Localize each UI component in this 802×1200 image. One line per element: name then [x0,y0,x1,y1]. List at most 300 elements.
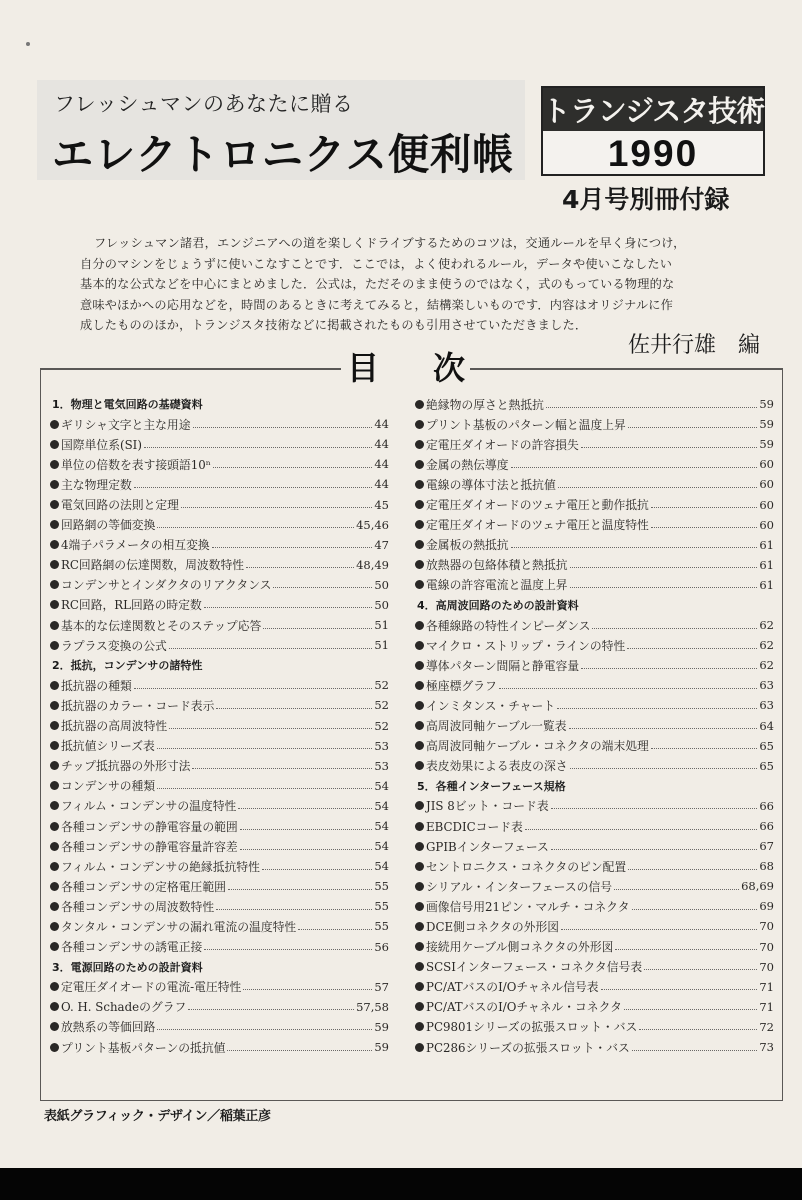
leader-dots [227,1050,372,1051]
bullet-icon [415,641,424,650]
toc-entry[interactable] [50,675,389,695]
toc-entry[interactable] [50,414,389,434]
bullet-icon [415,621,424,630]
toc-entry[interactable] [415,655,774,675]
toc-entry[interactable] [50,454,389,474]
bullet-icon [415,560,424,569]
leader-dots [546,407,757,408]
leader-dots [581,447,758,448]
toc-entry[interactable] [50,997,389,1017]
bullet-icon [50,882,59,891]
magazine-year: 1990 [607,133,699,174]
leader-dots [213,467,372,468]
bullet-icon [415,681,424,690]
bullet-icon [415,822,424,831]
leader-dots [216,708,372,709]
leader-dots [228,889,372,890]
toc-entry[interactable] [415,736,774,756]
toc-entry[interactable] [50,876,389,896]
toc-entry-title: ラプラス変換の公式 [61,638,167,653]
toc-entry-title: 放熱器の包絡体積と熱抵抗 [426,558,568,573]
toc-entry-title: 単位の倍数を表す接頭語10ⁿ [61,457,211,472]
leader-dots [263,628,372,629]
leader-dots [570,768,758,769]
toc-entry-page: 54 [374,819,389,834]
toc-entry-page: 63 [759,698,774,713]
toc-section-heading: 4．高周波回路のための設計資料 [417,598,579,612]
bullet-icon [415,500,424,509]
toc-column-right [415,394,774,1057]
toc-entry-title: PC286シリーズの拡張スロット・バス [426,1040,630,1055]
toc-entry[interactable] [415,1017,774,1037]
leader-dots [651,527,758,528]
toc-entry-page: 45,46 [356,517,389,532]
toc-entry[interactable] [50,695,389,715]
leader-dots [632,909,758,910]
toc-entry[interactable] [50,1037,389,1057]
bullet-icon [50,641,59,650]
bullet-icon [50,500,59,509]
toc-entry-title: ギリシャ文字と主な用途 [61,417,191,432]
leader-dots [262,869,372,870]
toc-entry[interactable] [415,615,774,635]
toc-entry-page: 50 [374,597,389,612]
toc-entry[interactable] [50,635,389,655]
toc-entry[interactable] [415,916,774,936]
leader-dots [511,547,758,548]
toc-entry-title: タンタル・コンデンサの漏れ電流の温度特性 [61,919,297,934]
toc-entry[interactable] [415,515,774,535]
bullet-icon [50,862,59,871]
toc-entry-title: 主な物理定数 [61,477,132,492]
toc-entry-title: RC回路網の伝達関数，周波数特性 [61,558,245,573]
leader-dots [169,648,373,649]
bullet-icon [50,560,59,569]
toc-entry[interactable] [50,977,389,997]
bullet-icon [415,942,424,951]
leader-dots [525,829,758,830]
toc-entry[interactable] [50,776,389,796]
toc-entry-title: PC/ATバスのI/Oチャネル信号表 [426,980,599,995]
bullet-icon [50,922,59,931]
toc-entry[interactable] [50,555,389,575]
subtitle: フレッシュマンのあなたに贈る [54,92,354,116]
leader-dots [570,567,758,568]
toc-entry-page: 60 [759,477,774,492]
toc-entry[interactable] [415,575,774,595]
toc-entry-page: 60 [759,517,774,532]
bullet-icon [50,580,59,589]
bullet-icon [415,701,424,710]
toc-entry-page: 65 [759,758,774,773]
toc-entry-page: 69 [759,899,774,914]
toc-entry-title: シリアル・インターフェースの信号 [426,879,613,894]
leader-dots [551,808,758,809]
bullet-icon [50,781,59,790]
toc-entry-title: 表皮効果による表皮の深さ [426,759,568,774]
toc-entry-page: 61 [759,557,774,572]
leader-dots [240,829,373,830]
toc-entry[interactable] [50,836,389,856]
toc-entry-title: PC9801シリーズの拡張スロット・バス [426,1020,638,1035]
leader-dots [212,547,373,548]
toc-entry-page: 44 [374,457,389,472]
toc-entry[interactable] [415,957,774,977]
toc-entry-page: 44 [374,477,389,492]
toc-entry[interactable] [415,856,774,876]
toc-entry[interactable] [415,394,774,414]
toc-entry-title: フィルム・コンデンサの絶縁抵抗特性 [61,859,260,874]
leader-dots [134,688,373,689]
leader-dots [157,788,372,789]
bullet-icon [415,1002,424,1011]
toc-entry-title: SCSIインターフェース・コネクタ信号表 [426,960,643,975]
toc-entry-page: 55 [374,879,389,894]
toc-entry-title: 各種コンデンサの定格電圧範囲 [61,879,226,894]
toc-entry-page: 70 [759,939,774,954]
bullet-icon [415,420,424,429]
toc-entry[interactable] [50,535,389,555]
toc-entry-page: 57 [374,979,389,994]
toc-entry[interactable] [415,454,774,474]
toc-entry-title: 定電圧ダイオードのツェナ電圧と動作抵抗 [426,498,649,513]
toc-entry[interactable] [50,796,389,816]
magazine-name: トランジスタ技術 [543,88,763,131]
toc-column-left [50,394,389,1057]
leader-dots [273,587,372,588]
intro-line: 意味やほかへの応用などを，時間のあるときに考えてみると，結構楽しいものです．内容はオリジナルに作 [80,297,674,312]
bullet-icon [415,801,424,810]
toc-entry-page: 60 [759,457,774,472]
toc-entry-page: 62 [759,658,774,673]
toc-entry[interactable] [415,756,774,776]
toc-entry-title: セントロニクス・コネクタのピン配置 [426,859,627,874]
toc-entry[interactable] [50,494,389,514]
toc-entry[interactable] [415,635,774,655]
toc-entry[interactable] [50,937,389,957]
toc-entry-title: 高周波同軸ケーブル・コネクタの端末処理 [426,739,649,754]
bullet-icon [415,1043,424,1052]
leader-dots [298,929,372,930]
bullet-icon [415,842,424,851]
toc-entry-page: 61 [759,537,774,552]
bullet-icon [415,741,424,750]
toc-entry-page: 56 [374,939,389,954]
toc-entry[interactable] [415,474,774,494]
leader-dots [181,507,372,508]
scan-border [0,1168,802,1200]
toc-entry-title: 接続用ケーブル側コネクタの外形図 [426,940,614,955]
toc-entry[interactable] [50,856,389,876]
toc-entry-page: 54 [374,839,389,854]
bullet-icon [50,842,59,851]
toc-entry-page: 59 [374,1019,389,1034]
toc-entry-page: 55 [374,919,389,934]
toc-entry-title: マイクロ・ストリップ・ラインの特性 [426,638,626,653]
toc-entry-title: 高周波同軸ケーブル一覧表 [426,719,567,734]
toc-entry-page: 44 [374,417,389,432]
bullet-icon [415,982,424,991]
toc-entry-title: 画像信号用21ピン・マルチ・コネクタ [426,899,630,914]
toc-entry-title: チップ抵抗器の外形寸法 [61,759,191,774]
toc-entry[interactable] [50,615,389,635]
leader-dots [627,648,757,649]
intro-paragraph [80,233,760,336]
bullet-icon [415,440,424,449]
toc-entry-title: 電気回路の法則と定理 [61,498,179,513]
toc-entry-title: 定電圧ダイオードのツェナ電圧と温度特性 [426,518,649,533]
bullet-icon [50,982,59,991]
toc-entry-title: DCE側コネクタの外形図 [426,919,560,934]
toc-entry-page: 61 [759,577,774,592]
leader-dots [558,487,758,488]
toc-entry-title: PC/ATバスのI/Oチャネル・コネクタ [426,1000,622,1015]
intro-line: 自分のマシンをじょうずに使いこなすことです．ここでは，よく使われるルール，データや使いこなしたい [80,256,673,271]
toc-entry[interactable] [415,796,774,816]
toc-entry-page: 54 [374,859,389,874]
toc-entry-page: 59 [759,417,774,432]
leader-dots [592,628,757,629]
bullet-icon [415,902,424,911]
bullet-icon [50,701,59,710]
toc-entry-page: 72 [759,1019,774,1034]
toc-section-heading: 5．各種インターフェース規格 [417,779,566,793]
magazine-issue: 4月号別冊付録 [562,185,730,214]
leader-dots [601,989,758,990]
leader-dots [561,929,757,930]
bullet-icon [50,600,59,609]
bullet-icon [50,540,59,549]
leader-dots [615,949,757,950]
toc-entry[interactable] [415,695,774,715]
toc-entry-title: EBCDICコード表 [426,819,523,834]
toc-entry-title: O. H. Schadeのグラフ [61,1000,187,1015]
toc-entry[interactable] [415,1037,774,1057]
toc-entry-page: 59 [374,1040,389,1055]
bullet-icon [415,922,424,931]
toc-entry[interactable] [415,535,774,555]
leader-dots [240,849,373,850]
toc-entry-page: 59 [759,397,774,412]
toc-entry[interactable] [50,515,389,535]
toc-entry-page: 51 [374,618,389,633]
cover-design-credit: 表紙グラフィック・デザイン／稲葉正彦 [44,1109,271,1124]
bullet-icon [50,460,59,469]
toc-entry-title: 金属板の熱抵抗 [426,538,509,553]
toc-entry-page: 54 [374,778,389,793]
toc-entry-title: 抵抗器のカラー・コード表示 [61,698,215,713]
toc-entry-page: 52 [374,698,389,713]
toc-entry-title: 抵抗器の高周波特性 [61,719,168,734]
toc-entry[interactable] [50,575,389,595]
leader-dots [651,748,758,749]
toc-entry-page: 68 [759,859,774,874]
editor-credit: 佐井行雄 編 [627,333,760,358]
bullet-icon [50,681,59,690]
bullet-icon [50,1043,59,1052]
toc-entry[interactable] [50,595,389,615]
toc-entry-title: インミタンス・チャート [426,698,556,713]
leader-dots [614,889,739,890]
toc-entry[interactable] [415,675,774,695]
toc-entry-title: 電線の許容電流と温度上昇 [426,578,568,593]
leader-dots [246,567,354,568]
toc-entry[interactable] [415,414,774,434]
toc-entry-title: 国際単位系(SI) [61,437,142,452]
toc-entry[interactable] [415,494,774,514]
intro-line: フレッシュマン諸君，エンジニアへの道を楽しくドライブするためのコツは，交通ルールを早く身につけ， [94,236,686,250]
toc-entry-page: 54 [374,798,389,813]
toc-entry-page: 60 [759,497,774,512]
toc-entry-page: 53 [374,758,389,773]
bullet-icon [415,460,424,469]
toc-entry-page: 50 [374,577,389,592]
leader-dots [557,708,757,709]
toc-entry-title: プリント基板パターンの抵抗値 [61,1040,226,1055]
toc-entry[interactable] [50,474,389,494]
toc-entry-title: 抵抗器の種類 [61,678,132,693]
toc-entry[interactable] [50,736,389,756]
bullet-icon [415,761,424,770]
toc-entry[interactable] [50,716,389,736]
leader-dots [169,728,372,729]
toc-entry-title: 各種コンデンサの周波数特性 [61,899,215,914]
bullet-icon [50,1002,59,1011]
toc-entry[interactable] [415,555,774,575]
toc-entry-title: 極座標グラフ [426,678,497,693]
toc-entry-page: 64 [759,718,774,733]
leader-dots [639,1029,757,1030]
toc-entry-title: 絶縁物の厚さと熱抵抗 [426,397,544,412]
toc-entry-page: 62 [759,618,774,633]
leader-dots [628,427,758,428]
leader-dots [192,768,372,769]
toc-entry[interactable] [415,816,774,836]
toc-section-heading: 2．抵抗，コンデンサの諸特性 [52,659,203,673]
leader-dots [569,728,758,729]
bullet-icon [50,1022,59,1031]
toc-entry[interactable] [50,916,389,936]
toc-entry-page: 70 [759,959,774,974]
toc-entry-page: 44 [374,437,389,452]
leader-dots [188,1009,354,1010]
bullet-icon [50,822,59,831]
toc-entry-page: 57,58 [356,999,389,1014]
leader-dots [204,607,373,608]
leader-dots [499,688,758,689]
bullet-icon [415,882,424,891]
toc-entry-title: コンデンサとインダクタのリアクタンス [61,578,272,593]
toc-entry[interactable] [415,896,774,916]
toc-entry[interactable] [50,896,389,916]
bullet-icon [50,741,59,750]
leader-dots [157,1029,372,1030]
toc-entry-page: 70 [759,919,774,934]
leader-dots [624,1009,757,1010]
leader-dots [157,527,354,528]
toc-entry-title: 各種コンデンサの静電容量許容差 [61,839,238,854]
toc-entry-title: 抵抗値シリーズ表 [61,739,155,754]
toc-entry[interactable] [415,937,774,957]
bullet-icon [50,942,59,951]
toc-entry-title: 定電圧ダイオードの電流-電圧特性 [61,980,242,995]
toc-entry-title: 導体パターン間隔と静電容量 [426,658,580,673]
toc-entry[interactable] [415,716,774,736]
leader-dots [581,668,757,669]
toc-entry-title: JIS 8ビット・コード表 [426,799,549,814]
toc-entry-page: 51 [374,638,389,653]
toc-rule-right [470,368,783,370]
toc-entry-title: GPIBインターフェース [426,839,549,854]
leader-dots [644,969,757,970]
magazine-badge [541,86,765,176]
leader-dots [651,507,758,508]
toc-heading-ji: 次 [433,349,466,387]
bullet-icon [415,540,424,549]
toc-entry-page: 63 [759,678,774,693]
leader-dots [216,909,372,910]
toc-entry[interactable] [50,434,389,454]
toc-entry-title: 各種コンデンサの静電容量の範囲 [61,819,238,834]
leader-dots [632,1050,758,1051]
toc-entry-title: 各種コンデンサの誘電正接 [61,940,203,955]
toc-entry[interactable] [415,434,774,454]
toc-entry[interactable] [415,997,774,1017]
toc-entry[interactable] [415,836,774,856]
toc-section-heading: 1．物理と電気回路の基礎資料 [52,398,203,412]
toc-entry-title: 金属の熱伝導度 [426,457,509,472]
bullet-icon [415,580,424,589]
toc-entry-title: フィルム・コンデンサの温度特性 [61,799,237,814]
toc-entry-page: 52 [374,678,389,693]
toc-entry-page: 59 [759,437,774,452]
bullet-icon [50,480,59,489]
intro-line: 成したもののほか，トランジスタ技術などに掲載されたものも引用させていただきました． [80,318,588,332]
toc-entry-page: 52 [374,718,389,733]
toc-heading-moku: 目 [347,349,380,387]
toc-entry[interactable] [50,816,389,836]
toc-entry[interactable] [415,876,774,896]
toc-entry-title: RC回路，RL回路の時定数 [61,598,202,613]
bullet-icon [415,661,424,670]
bullet-icon [50,440,59,449]
toc-entry-page: 45 [374,497,389,512]
toc-entry-page: 65 [759,738,774,753]
bullet-icon [50,721,59,730]
leader-dots [157,748,373,749]
leader-dots [204,949,372,950]
leader-dots [628,869,757,870]
toc-entry[interactable] [50,1017,389,1037]
toc-entry-page: 68,69 [741,879,774,894]
leader-dots [144,447,372,448]
toc-entry-page: 47 [374,537,389,552]
toc-entry-title: 回路網の等価変換 [61,518,156,533]
leader-dots [238,808,372,809]
bullet-icon [50,520,59,529]
leader-dots [511,467,758,468]
bullet-icon [415,862,424,871]
paper-speck [26,42,30,46]
toc-entry-title: 放熱系の等価回路 [61,1020,156,1035]
toc-entry[interactable] [50,756,389,776]
toc-entry-page: 48,49 [356,557,389,572]
leader-dots [551,849,758,850]
toc-entry-title: 基本的な伝達関数とそのステップ応答 [61,618,262,633]
toc-entry[interactable] [415,977,774,997]
toc-entry-page: 53 [374,738,389,753]
toc-rule-left [40,368,341,370]
